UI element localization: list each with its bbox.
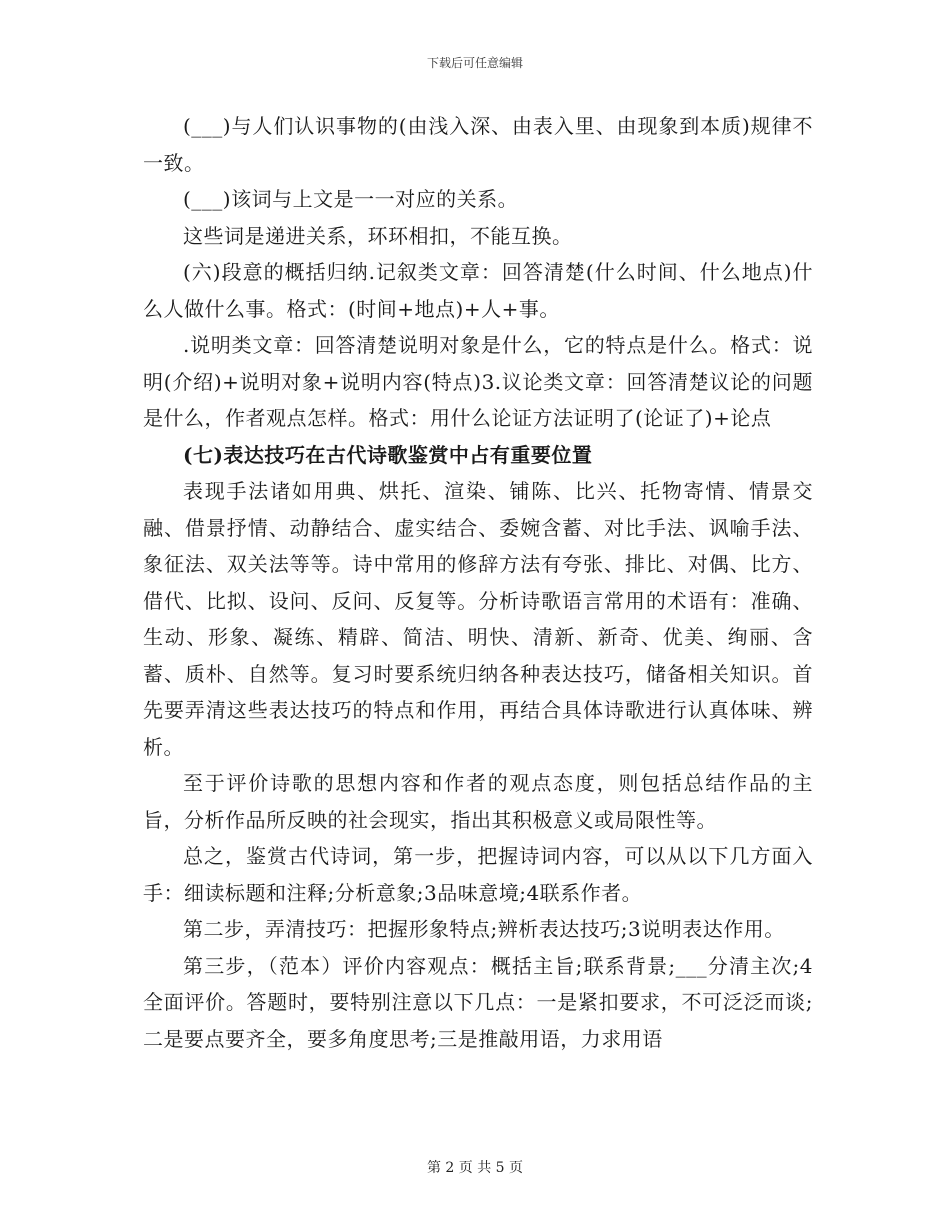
paragraph-4: (六)段意的概括归纳.记叙类文章：回答清楚(什么时间、什么地点)什么人做什么事。格式：(时间+地点)+人+事。 [143, 260, 813, 321]
paragraph-3: 这些词是递进关系，环环相扣，不能互换。 [183, 223, 573, 248]
document-body [143, 108, 813, 1057]
paragraph-8: 至于评价诗歌的思想内容和作者的观点态度，则包括总结作品的主旨，分析作品所反映的社会现实，指出其积极意义或局限性等。 [143, 771, 813, 832]
paragraph-2: (___)该词与上文是一一对应的关系。 [183, 187, 519, 211]
paragraph-1: (___)与人们认识事物的(由浅入深、由表入里、由现象到本质)规律不一致。 [143, 114, 813, 175]
paragraph-9: 总之，鉴赏古代诗词，第一步，把握诗词内容，可以从以下几方面入手：细读标题和注释;分析意象;3品味意境;4联系作者。 [143, 844, 813, 905]
paragraph-7: 表现手法诸如用典、烘托、渲染、铺陈、比兴、托物寄情、情景交融、借景抒情、动静结合、虚实结合、委婉含蓄、对比手法、讽喻手法、象征法、双关法等等。诗中常用的修辞方法有夸张、排比、对偶、比方、借代、比拟、设问、反问、反复等。分析诗歌语言常用的术语有：准确、生动、形象、凝练、精辟、简洁、明快、清新、新奇、优美、绚丽、含蓄、质朴、自然等。复习时要系统归纳各种表达技巧，储备相关知识。首先要弄清这些表达技巧的特点和作用，再结合具体诗歌进行认真体味、辨析。 [143, 479, 813, 759]
paragraph-10: 第二步，弄清技巧：把握形象特点;辨析表达技巧;3说明表达作用。 [183, 917, 785, 941]
section-heading: (七)表达技巧在古代诗歌鉴赏中占有重要位置 [183, 442, 593, 467]
page-footer: 第 2 页 共 5 页 [426, 1160, 524, 1176]
paragraph-5: .说明类文章：回答清楚说明对象是什么，它的特点是什么。格式：说明(介绍)+说明对象+说明内容(特点)3.议论类文章：回答清楚议论的问题是什么，作者观点怎样。格式：用什么论证方法证明了(论证了)+论点 [143, 333, 813, 430]
paragraph-11: 第三步，（范本）评价内容观点：概括主旨;联系背景;___分清主次;4全面评价。答题时，要特别注意以下几点：一是紧扣要求，不可泛泛而谈;二是要点要齐全，要多角度思考;三是推敲用语，力求用语 [143, 953, 813, 1051]
page-header: 下载后可任意编辑 [426, 56, 523, 70]
